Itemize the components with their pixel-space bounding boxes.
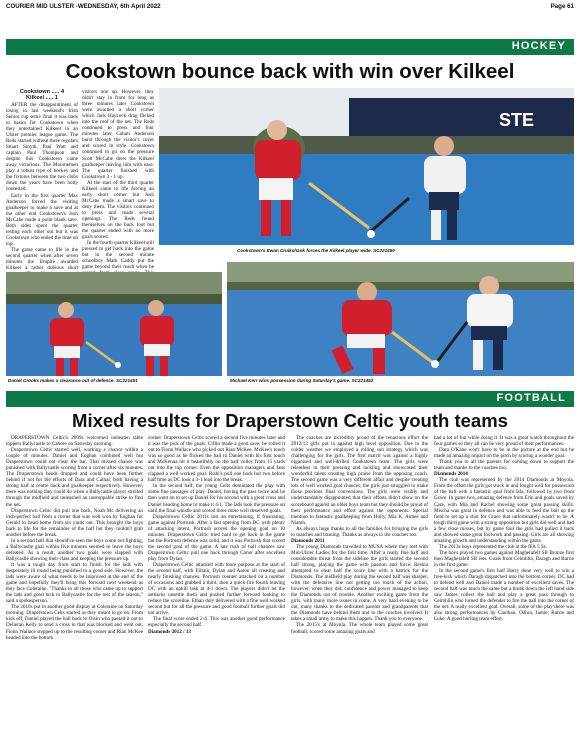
football-headline: Mixed results for Draperstown Celtic youth teams xyxy=(72,410,508,431)
football-subheading: Diamonds 2011 xyxy=(291,537,325,544)
hockey-section-label: HOCKEY xyxy=(511,40,566,52)
football-paragraph: The 2010s put in another good display at Coleraine on Saturday morning. Draperstown Celts started as they meant to go on. From kick off, Daniel played the ball back to Oisin who passed it out to Delleran Kelly to send a cross in that was blocked and went out. Fionn Wallace stepped up to the resulting corner and Rian McKee headed into the bottom xyxy=(6,604,143,641)
svg-text:STE: STE xyxy=(499,110,535,130)
hockey-paragraph: visitors one up. However, they didn't stay in front for long as three minutes later Cookstown were awarded a short corner which Jack Haycock drag flicked into the roof of the net. The Reds continued to press and four minutes later Calum Anderson burst through the visitor's cover and scored in style. Cookstown continued to go on the pressure Scott McCabe drew the Kilkeel goalkeeper leaving him with ease. The quarter finished with Cookstown 3 - 1 up. xyxy=(82,89,154,180)
page-folio xyxy=(6,3,574,12)
football-paragraph: The final score ended 2-4. This was another good performance especially the second half. xyxy=(148,616,285,629)
hockey-column-2 xyxy=(82,89,154,274)
hockey-paragraph: In the fourth quarter Kilkeel still pressed to get back into the game but in the second minute schoolboy Mark Caddy put the game beyond their reach when he xyxy=(82,240,154,271)
hockey-caption-2: Daniel Crooks makes a clearance out of defence. SC221451 xyxy=(8,378,138,383)
football-subheading: Diamonds 2014 xyxy=(434,471,468,478)
football-paragraph: In a second half that should've seen the boys come out fighting, a Ballycastle goal within five minutes seemed to leave the boys defeated. As a result, another two goals were slapped with Ballycastle showing their class and keeping the pressure up. xyxy=(6,537,143,562)
hockey-paragraph: Early in the first quarter Max Anderson forced the visiting goalkeeper to make a save and at the other end Cookstown's Josh McCabe made a point blank save. Both sides spent the quarter testing each other out but it was Cookstown who ended the time on top. xyxy=(6,192,78,247)
hockey-score-home: Cookstown ..... 4 xyxy=(19,89,65,95)
hockey-photo-cruikshank xyxy=(159,88,574,245)
football-paragraph: had a lot of fun while doing it. It was a great watch throughout the four games so they all can be very proud of their performances. xyxy=(434,435,574,448)
hockey-photo-crooks-image xyxy=(6,272,222,376)
football-paragraph: Thank you to all the parents for coming down to support the team and thanks to the coaches too. xyxy=(434,459,574,472)
football-paragraph: In the second game's first half Harry done very well to win a free-kick which Daragh dispatched into the bottom corner. DC had to defend well and Daniel made a number of excellent saves. The second half was much the same but a break down the left hand side saw James collect the ball and play a great pass through to Ceimhlin who turned the defender to fire the ball into the corner of the net. A really excellent goal. Overall, some of the play there was also strong performances by Caolhan, Odhra, Jamie, Barrie and Luke. A good hurling team effort. xyxy=(434,568,574,623)
football-section-label: FOOTBALL xyxy=(496,392,566,404)
hockey-caption-1: Cookstown's Ewan Cruikshank forces the Kilkeel player wide. SC221450 xyxy=(237,248,395,253)
hockey-paragraph: The game came to life in the second quarter when after seven minutes the Umpire awarded Kilkeel a rather dubious short xyxy=(6,246,78,272)
football-paragraph: Draperstown Celtic started well, working a chance within a couple of minutes. Daniel and Eoghan combined well but Draperstown could not clear the bar. That missed chance was punished with Ballycastle scoring from a corner after six minutes. The Draperstown heads dropped and could have been further behind if not for the efforts of Dara and Cathal, both having a strong half at centre back and goalkeeper respectively. However, there was nothing they could do when a Ballycastle player strolled through the midfield and unleashed an unstoppable strike to find the net. xyxy=(6,447,143,508)
football-paragraph: The 2013s boys represented the club at the IFA 5 Ss. xyxy=(439,543,547,550)
football-paragraph: DRAPERSTOWN Celtic's 2009s welcomed unbeaten table toppers Ballycastle to Cahore on Saturday morning. xyxy=(6,435,143,448)
hockey-photo-kerr-image xyxy=(227,262,574,376)
football-paragraph: The 2015's at Moyola. The whole team played some great football, scored some amazing goals and xyxy=(291,622,428,635)
hockey-section-bar xyxy=(6,39,574,55)
football-paragraph: Dara O'Kane won't have to be in the picture at the end but he made an amazing impact on the pitch by scoring a wonder goal. xyxy=(434,447,574,460)
page-number: Page 61 xyxy=(550,3,574,10)
football-paragraph: In the second half, the young Celts dominated the play with some fine passages of play. Daniel, having the pass twice and he then went on to set up Daniel for his second with a great cross and Daniel heading home to make it 4-1. The lads took the pressure on until the final whistle and scored three more well deserved goals. xyxy=(148,483,285,514)
football-paragraph: The young Diamonds travelled to MUSA where they met with Mid-Ulster Ladies for the first time. After a really fine half and considerable threat from the sideline the girls started the second half strong, playing the game with passion and force. Reshia attempted to clear half the score line with a hatrick for the Diamonds. The midfield play during the second half was sharper, with the defensive line not getting too much of the action, however, when they did, confidence and power managed to keep the Diamonds out of trouble. Another exciting game from the girls, with many more issues to come. A very hard evening to be out, many thanks to the dedicated parents and grandparents that the Diamonds have behind them and to the coaches involved. It takes a small army to make this happen. Thank you to everyone. xyxy=(291,543,428,623)
football-paragraph: It was a tough day from start to finish for the lads with desperately ill round being punished to a good side. However, the lads were aware of what needs to be improved at the end of the game and hopefully they'll bring this forward next weekend as they face Coleraine. "Thanks to all those who came up to support the lads and good luck to Ballycastle for the rest of the season," said a spokesperson. xyxy=(6,561,143,605)
hockey-caption-3: Michael Kerr wins possession during Saturday's game. SC221452 xyxy=(230,378,374,383)
football-paragraph: The club was represented by the 2014 Diamonds at Moyola. From the offset the girls got stuck in and fought well for possession of the ball with a fantastic goal from Isla, followed by two from Grace. In game two, amazing defence from Erin and goals saved by Cara, with Mia and Rachel showing some great passing skills. Mischa was great in defence and was able to feed the ball up the field to set up a shot for Grace that unfortunately wasn't to be. A tough third game with a strong opposition but girls did well and had a few close misses, but by game four the girls had pulled it back and showed some great footwork and passing. Girls are all showing amazing growth and understanding within the game. xyxy=(434,477,574,544)
football-column-1 xyxy=(6,435,143,733)
football-subheading: Diamonds 2012 / 13 xyxy=(148,628,191,635)
football-paragraph: The coaches are incredibly proud of the tenacious effort the 2012/13 girls put in against high level opposition. Due to the colder weather we employed a rolling sub strategy which was challenging for the girls. The first match was against a highly organised and well-drilled Cookstown team. The girls were relentless in their pressing and tackling and showcased their wonderful talent creating high praise from the opposing coach. The second game was a very different affair and despite creating lots of well worked goal chances, the girls just struggled to make those precious final conversions. The girls were visibly and understandably disappointed that their efforts didn't show on the scoreboard against an older boys team but they should be proud of their performance and effort against the opponents. Special mention to fantastic goalkeeping from Holly, Mia K, Aimee and Niamh. xyxy=(291,435,428,526)
hockey-headline: Cookstown bounce back with win over Kilkeel xyxy=(65,60,515,83)
hockey-photo-crooks xyxy=(6,272,222,376)
football-paragraph: corner. Draperstown Celtic scored a second five minutes later and it was the pick of the goals. Ciflin made a good save, he rolled it out to Fionn Wallace who picked out Rian McKee. McKee's touch was so good as he flicked the ball to Daniel with his first touch and McKenna hit it beautifully on the half volley from 15 yards out into the top corner. Even the opposition managers and fans clapped a well worked goal. Rishi's pull one back but two before half time as DC took a 3-1 lead into the break. xyxy=(148,435,285,484)
hockey-photo-cruikshank-image xyxy=(159,88,574,245)
football-column-4 xyxy=(434,435,574,733)
football-section-bar xyxy=(6,391,574,407)
hockey-photo-kerr xyxy=(227,262,574,376)
football-paragraph: As always huge thanks to all the families for bringing the girls to matches and training. Thanks as always to the coaches too. xyxy=(291,525,428,538)
publication-date: COURIER MID ULSTER -WEDNESDAY, 6th April 2022 xyxy=(6,3,161,10)
football-paragraph: Draperstown Celtic 2011s lost an entertaining, if frustrating, game against Portrush. After a fast opening from DC with plenty of attacking intent, Portrush scored the opening goal on 10 minutes. Draperstown Celtic tried hard to get back in the game but the Portrush defence was solid, and it was Portrush that scored the second goal of the game. A late rush of ball chances saw Draperstown Celtic pull one back through Conor after excellent play from Dylan. xyxy=(148,513,285,562)
football-paragraph: Draperstown Celtic attacked with more purpose at the start of the second half, with Eiltain, Dylan and Aaron all creating and nearly finishing chances. Portrush counter attacked on a number of occasions and grabbed a third, then a quick-fire fourth leaving DC with an uphill task at 4-1 down. The players didn't let the setbacks unsettle them and pushed further forward looking to reduce the scoreline. Ethan duly delivered with a fine well worked second but for all the pressure and good football further goals did not arrive. xyxy=(148,561,285,617)
football-paragraph: Draperstown Celtic did pull one back, Noah Mc delivering an inch-perfect ball from a corner that was well won by Eoghan for Gerald to head home from six yards out. This brought the boys back to life for the remainder of the half but they couldn't grab another before the break. xyxy=(6,507,143,538)
hockey-score-away: Kilkeel ..... 1 xyxy=(25,95,59,102)
football-column-3 xyxy=(291,435,428,733)
football-column-2 xyxy=(148,435,285,733)
hockey-paragraph: AFTER the disappointment of losing in last weekend's Irish Senior cup semi- final it was back to basics for Cookstown when they entertained Kilkeel in an Ulster premier league game. The Reds started without three regulars Stuart Smyth, Paul Watt and captain Paul Thompson and despite this Cookstown came away victorious. The Mournemen play a robust type of hockey and the fixtures between the two clubs down the years have been hotly contested. xyxy=(6,101,78,193)
hockey-paragraph: At the start of the third quarter Kilkeel came to life forcing an early short corner but Josh McCabe made a smart save to deny them. The visitors continued to press and made several openings. The Reds found themselves on the back foot but the quarter ended with no more goals scored. xyxy=(82,179,154,241)
hockey-column-1 xyxy=(6,89,78,274)
football-paragraph: The boys played two games against Magherafelt SB Bronze first then Magherafelt SB Jets. Goals from Ceimhlin, Daragh and Barrie in the first game. xyxy=(434,549,574,568)
